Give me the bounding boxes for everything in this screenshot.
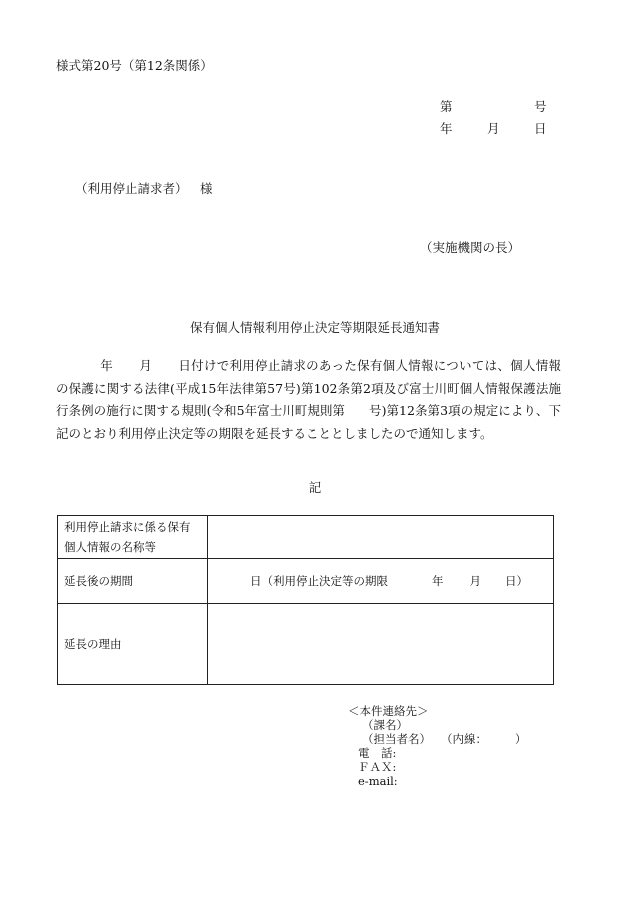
table-row [58, 516, 554, 559]
period-day: 日 [250, 574, 262, 588]
body-text-1: 日付けで利用停止請求のあった保有個人情報については、個人情報の保護に関する法律(平成15年法律第57号)第102条第2項及び富士川町個人情報保護法施行条例の施行に関する規則(令和5年富士川町規則第 [56, 358, 561, 418]
table-label-name: 利用停止請求に係る保有個人情報の名称等 [58, 516, 208, 559]
contact-phone: 電 話: [358, 746, 397, 760]
body-text-2: 号)第12条第3項の規定により、下記のとおり利用停止決定等の期限を延長することとしましたので通知します。 [56, 403, 561, 441]
date-day: 日 [534, 121, 547, 136]
addressee-name: （利用停止請求者） [75, 181, 188, 196]
addressee-honorific: 様 [200, 181, 213, 196]
contact-section: （課名） [362, 718, 408, 732]
period-year: 年 [432, 574, 444, 588]
contact-email: e-mail: [358, 774, 398, 788]
table-value-reason [208, 604, 554, 685]
body-date-year: 年 [100, 358, 114, 373]
table-row [58, 604, 554, 685]
contact-fax: ＦＡＸ: [358, 760, 397, 774]
table-value-period [208, 559, 554, 604]
date-month: 月 [487, 121, 500, 136]
contact-block [348, 704, 527, 788]
doc-number-prefix: 第 [440, 99, 453, 114]
period-day-close: 日） [505, 574, 528, 588]
table-label-period: 延長後の期間 [58, 559, 208, 604]
body-paragraph [56, 355, 561, 445]
table-row [58, 559, 554, 604]
contact-person-line [348, 732, 527, 746]
date-year: 年 [440, 121, 453, 136]
sender-name: （実施機関の長） [420, 240, 521, 255]
period-month: 月 [469, 574, 481, 588]
ki-heading: 記 [308, 480, 322, 495]
table-value-name [208, 516, 554, 559]
contact-extension: （内線： [441, 732, 487, 746]
doc-number-suffix: 号 [534, 99, 547, 114]
contact-person: （担当者名） [362, 732, 431, 746]
form-number: 様式第20号（第12条関係） [56, 58, 213, 73]
table-label-reason: 延長の理由 [58, 604, 208, 685]
body-date-month: 月 [139, 358, 153, 373]
info-table [57, 515, 554, 685]
contact-extension-close: ） [515, 732, 527, 746]
contact-header: ＜本件連絡先＞ [348, 704, 429, 718]
period-paren-text: （利用停止決定等の期限 [261, 574, 388, 588]
document-title: 保有個人情報利用停止決定等期限延長通知書 [189, 320, 440, 335]
